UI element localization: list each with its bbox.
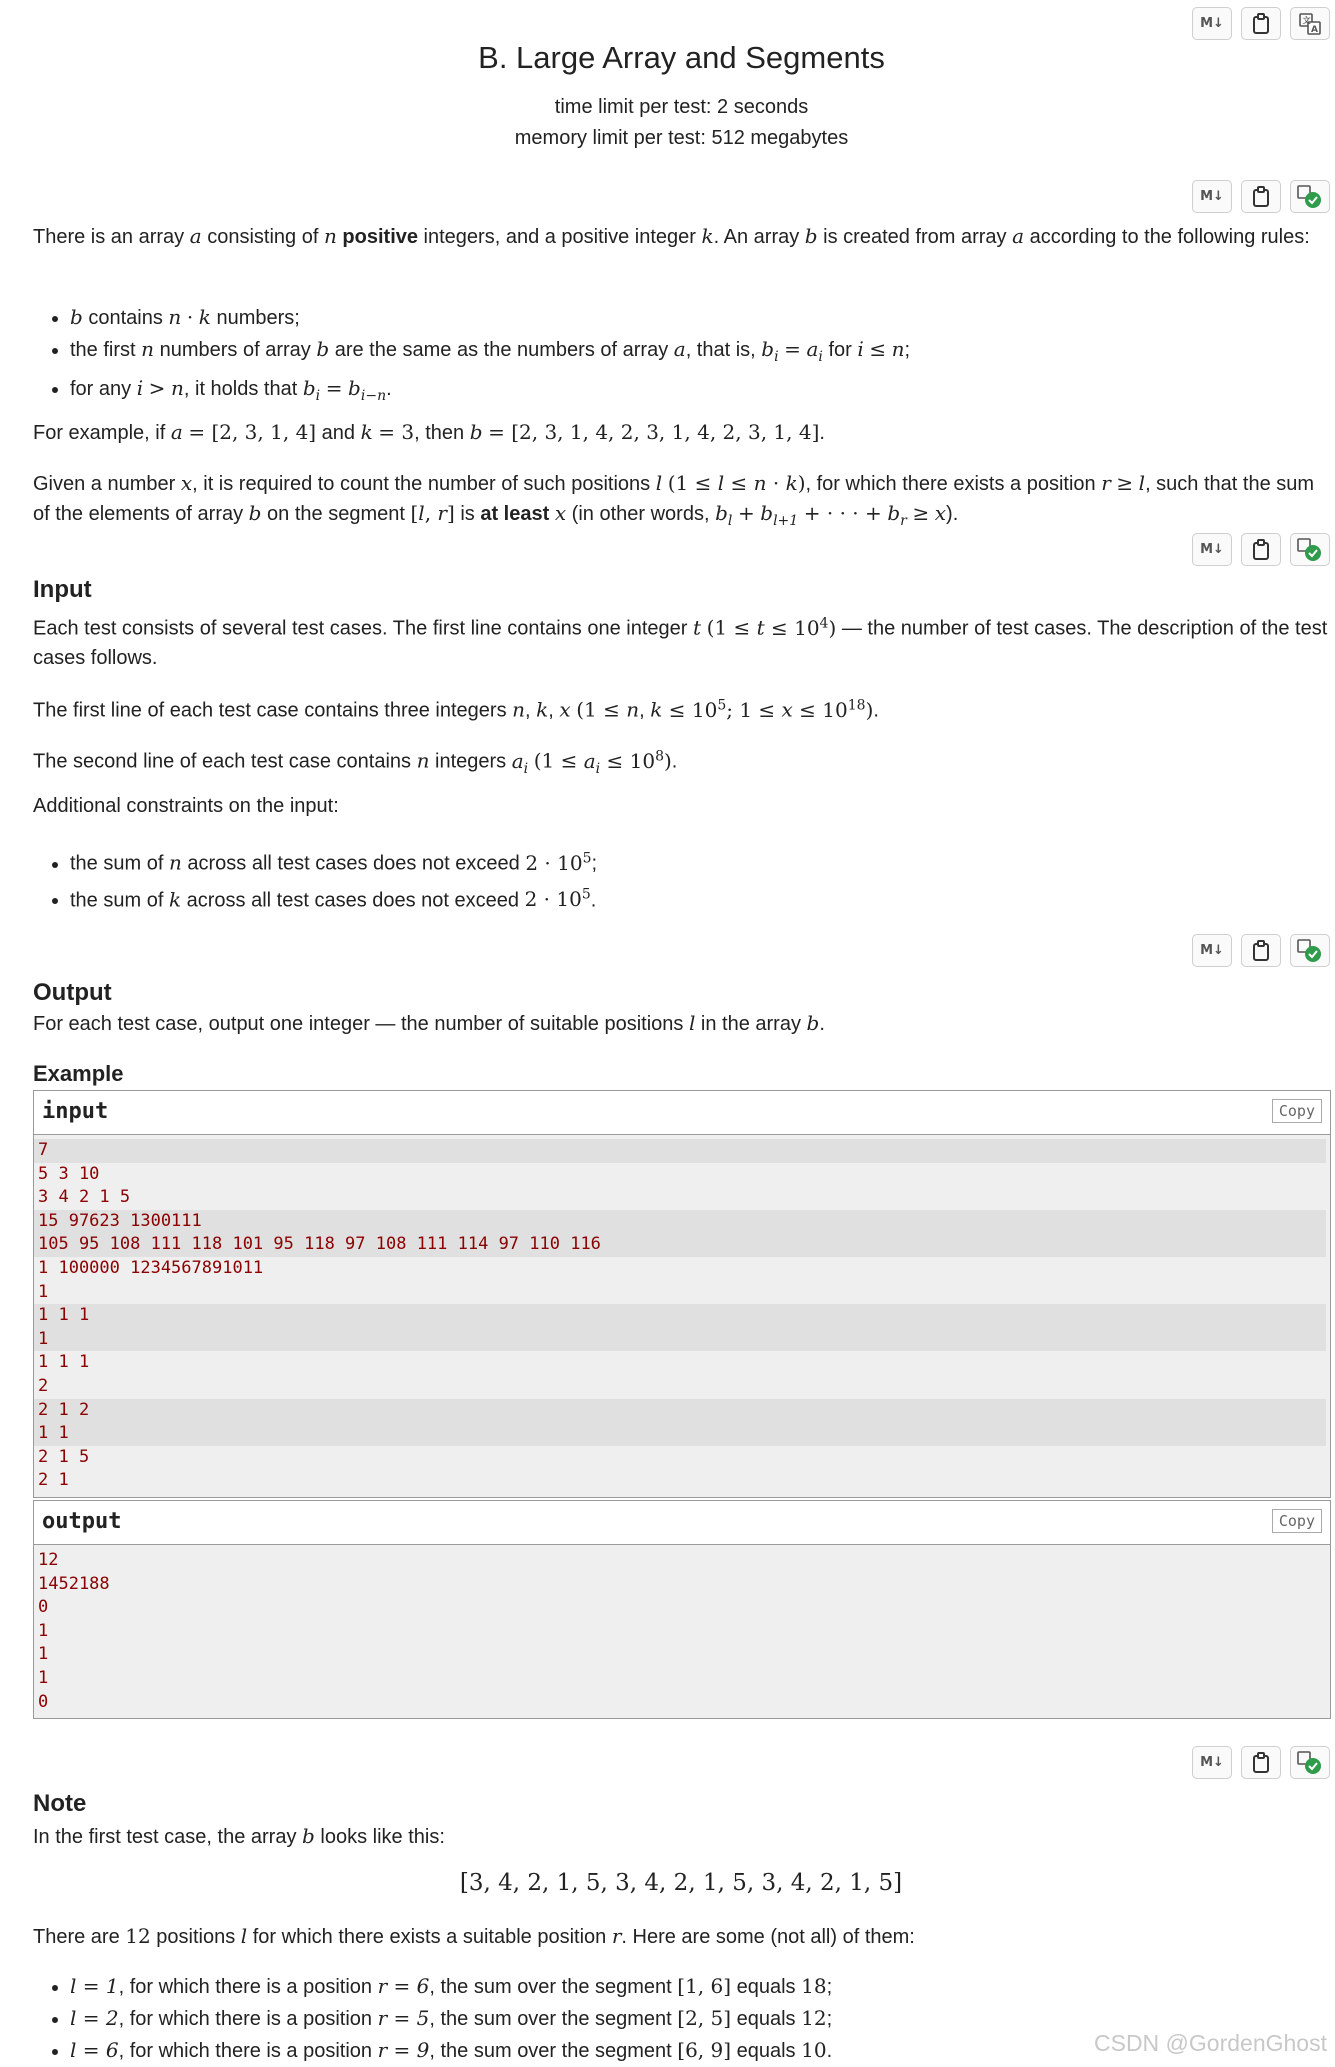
clipboard-button[interactable]	[1241, 533, 1281, 566]
note-paragraph-1: In the first test case, the array b looks like this:	[33, 1824, 445, 1848]
svg-text:文: 文	[1302, 15, 1311, 25]
translated-check-button[interactable]	[1290, 533, 1330, 566]
code-line: 0	[38, 1691, 49, 1712]
memory-limit: memory limit per test: 512 megabytes	[514, 127, 849, 149]
markdown-button[interactable]: M↓	[1192, 533, 1232, 566]
markdown-button[interactable]: M↓	[1192, 7, 1232, 40]
list-item: • the sum of n across all test cases does not exceed $2 \cdot 10^5$;	[70, 843, 597, 880]
list-item: • b contains n · k numbers;	[70, 302, 910, 334]
rules-list	[33, 302, 910, 412]
list-item: • l = 6, for which there is a position r = 9, the sum over the segment [6, 9] equals 10.	[70, 2035, 832, 2067]
statement-toolbar	[1192, 180, 1330, 213]
translated-check-icon	[1297, 939, 1323, 963]
code-line: 1	[38, 1620, 49, 1641]
statement-paragraph-1: There is an array a consisting of n positive integers, and a positive integer k. An array b is created from array a according to the following rules:	[33, 224, 1310, 248]
code-line: 1	[38, 1644, 49, 1665]
input-paragraph-3: The second line of each test case contains n integers $a_i$ $(1 \le a_i \le 10^8)$.	[33, 748, 678, 777]
markdown-button[interactable]: M↓	[1192, 934, 1232, 967]
list-item: • the first n numbers of array b are the same as the numbers of array a, that is, $b_i = a_i$ for i ≤ n;	[70, 334, 910, 373]
copy-output-button[interactable]: Copy	[1272, 1509, 1322, 1533]
translated-check-button[interactable]	[1290, 934, 1330, 967]
note-toolbar	[1192, 1746, 1330, 1779]
markdown-button[interactable]: M↓	[1192, 180, 1232, 213]
clipboard-button[interactable]	[1241, 934, 1281, 967]
example-input-box	[33, 1090, 1331, 1498]
translated-check-icon	[1297, 185, 1323, 209]
input-heading: Input	[33, 576, 92, 603]
list-item: • l = 2, for which there is a position r = 5, the sum over the segment [2, 5] equals 12;	[70, 2003, 832, 2035]
code-line: 2 1	[38, 1470, 69, 1491]
note-array: [3, 4, 2, 1, 5, 3, 4, 2, 1, 5, 3, 4, 2, 1, 5]	[459, 1870, 903, 1896]
clipboard-icon	[1252, 539, 1270, 561]
note-heading: Note	[33, 1790, 87, 1817]
constraints-list	[33, 843, 597, 916]
watermark: CSDN @GordenGhost	[1094, 2030, 1327, 2056]
clipboard-button[interactable]	[1241, 1746, 1281, 1779]
svg-text:A: A	[1311, 24, 1318, 35]
clipboard-icon	[1252, 186, 1270, 208]
example-input-lines	[34, 1135, 1330, 1497]
code-line: 1 1 1	[34, 1304, 1326, 1328]
statement-paragraph-2: Given a number x, it is required to count the number of such positions l (1 ≤ l ≤ n · k), for which there exists a position r ≥ l, such that the sum of the elements of array b on the segment [l, r] is at least x (in other words, $b_l + b_{l+1}$ + · · · + $b_r \ge x$).	[33, 471, 1315, 529]
example-output-box	[33, 1500, 1331, 1719]
code-line: 7	[34, 1139, 1326, 1163]
list-item: • for any i > n, it holds that $b_i = b_{i-n}$.	[70, 373, 910, 412]
example-output-header	[34, 1501, 1330, 1545]
input-paragraph-1: Each test consists of several test cases. The first line contains one integer t $(1 \le t \le 10^4)$ — the number of test cases. The description of the test cases follows.	[33, 615, 1328, 669]
example-paragraph: For example, if a = [2, 3, 1, 4] and k = 3, then b = [2, 3, 1, 4, 2, 3, 1, 4, 2, 3, 1, 4].	[33, 420, 825, 444]
translate-button[interactable]	[1290, 7, 1330, 40]
example-input-header	[34, 1091, 1330, 1135]
example-input-label: input	[42, 1099, 109, 1124]
clipboard-button[interactable]	[1241, 180, 1281, 213]
list-item: • l = 1, for which there is a position r = 6, the sum over the segment [1, 6] equals 18;	[70, 1971, 832, 2003]
code-line: 1 100000 1234567891011	[38, 1257, 264, 1278]
output-paragraph: For each test case, output one integer — the number of suitable positions l in the array b.	[33, 1011, 825, 1035]
clipboard-icon	[1252, 940, 1270, 962]
example-output-label: output	[42, 1509, 122, 1534]
output-heading: Output	[33, 979, 112, 1006]
clipboard-button[interactable]	[1241, 7, 1281, 40]
markdown-button[interactable]: M↓	[1192, 1746, 1232, 1779]
clipboard-icon	[1252, 1752, 1270, 1774]
input-paragraph-2: The first line of each test case contains three integers n, k, x (1 ≤ n, $k \le 10^5$; $1 \le x \le 10^{18}$).	[33, 697, 879, 722]
input-paragraph-4: Additional constraints on the input:	[33, 795, 339, 817]
code-line: 12	[38, 1550, 59, 1570]
top-toolbar	[1192, 7, 1330, 40]
code-line: 1452188	[38, 1573, 110, 1594]
translate-icon	[1299, 13, 1321, 35]
note-list	[33, 1971, 832, 2067]
list-item: • the sum of k across all test cases does not exceed $2 \cdot 10^5$.	[70, 880, 597, 917]
time-limit: time limit per test: 2 seconds	[554, 96, 809, 118]
example-heading: Example	[33, 1061, 124, 1086]
code-line: 2 1 2	[34, 1399, 1326, 1423]
code-line: 1	[34, 1328, 1326, 1352]
code-line: 1 1	[34, 1422, 1326, 1446]
translated-check-icon	[1297, 538, 1323, 562]
copy-input-button[interactable]: Copy	[1272, 1099, 1322, 1123]
code-line: 2	[38, 1375, 49, 1396]
input-toolbar	[1192, 533, 1330, 566]
problem-title: B. Large Array and Segments	[478, 40, 885, 75]
example-output-lines	[34, 1545, 1330, 1718]
code-line: 3 4 2 1 5	[38, 1187, 131, 1208]
code-line: 0	[38, 1597, 49, 1618]
translated-check-icon	[1297, 1751, 1323, 1775]
code-line: 1	[38, 1281, 49, 1302]
code-line: 2 1 5	[38, 1446, 90, 1467]
translated-check-button[interactable]	[1290, 1746, 1330, 1779]
clipboard-icon	[1252, 13, 1270, 35]
code-line: 1	[38, 1667, 49, 1688]
translated-check-button[interactable]	[1290, 180, 1330, 213]
code-line: 5 3 10	[38, 1163, 100, 1184]
code-line: 1 1 1	[38, 1352, 90, 1373]
output-toolbar	[1192, 934, 1330, 967]
code-line: 15 97623 1300111	[34, 1210, 1326, 1234]
note-paragraph-2: There are 12 positions l for which there exists a suitable position r. Here are some (not all) of them:	[33, 1924, 915, 1948]
code-line: 105 95 108 111 118 101 95 118 97 108 111 114 97 110 116	[34, 1233, 1326, 1257]
